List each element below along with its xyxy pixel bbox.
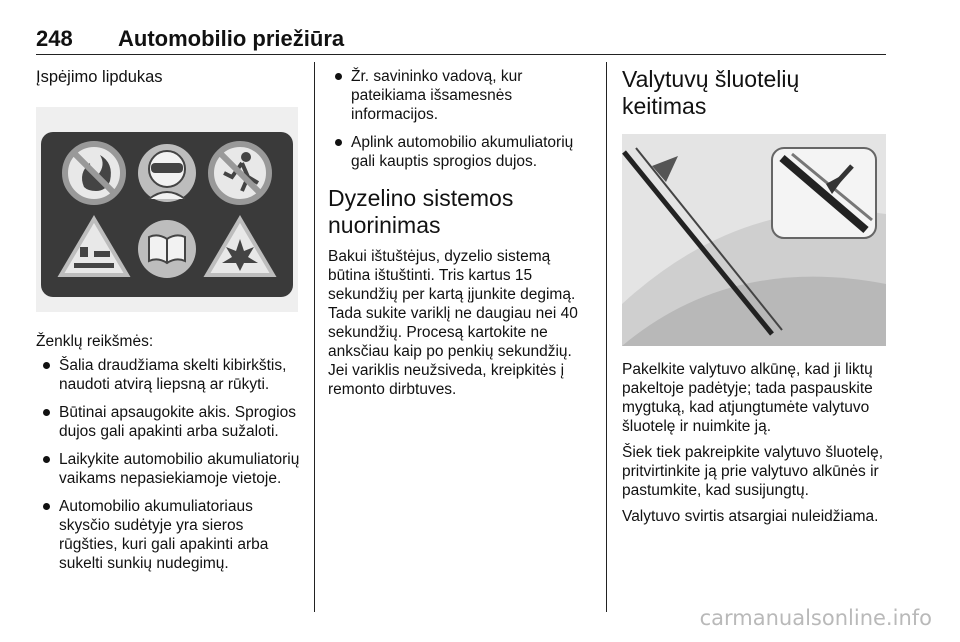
eye-protection-icon [138, 144, 196, 202]
section-heading-wiper-blade: Valytuvų šluotelių keitimas [622, 66, 800, 119]
page-header [36, 26, 886, 56]
wiper-blade-figure [622, 134, 886, 346]
symbols-list-continued [328, 67, 590, 171]
keep-children-away-icon [211, 144, 269, 202]
read-manual-icon [138, 220, 196, 278]
header-rule [36, 54, 886, 55]
no-fire-icon [65, 144, 123, 202]
left-column [36, 62, 300, 582]
diesel-bleeding-paragraph: Bakui ištuštėjus, dyzelio sistemą būtina ištuštinti. Tris kartus 15 sekundžių per kartą įjunkite degimą. Tada sukite variklį ne daugiau nei 40 sekundžių. Procesą kartokite ne anksčiau kaip po penkių sekundžių. Jei variklis neužsiveda, kreipkitės į remonto dirbtuves. [328, 248, 578, 398]
wiper-paragraph-3: Valytuvo svirtis atsargiai nuleidžiama. [622, 508, 879, 525]
list-item: Automobilio akumuliatoriaus skysčio sudėtyje yra sieros rūgšties, kuri gali apakinti arba sukelti sunkių nudegimų. [36, 497, 300, 573]
page-number: 248 [36, 26, 73, 51]
page-title: Automobilio priežiūra [118, 26, 345, 51]
list-item: Žr. savininko vadovą, kur pateikiama išsamesnės informacijos. [328, 67, 590, 124]
middle-column [328, 62, 590, 399]
symbols-list [36, 356, 300, 573]
section-heading-diesel-bleeding: Dyzelino sistemos nuorinimas [328, 185, 514, 238]
symbols-intro: Ženklų reikšmės: [36, 333, 154, 350]
wiper-paragraph-1: Pakelkite valytuvo alkūnę, kad ji liktų pakeltoje padėtyje; tada paspauskite mygtuką, kad atjungtumėte valytuvo šluotelę ir nuimkite ją. [622, 361, 873, 435]
column-divider-left [314, 62, 315, 612]
watermark: carmanualsonline.info [699, 606, 932, 630]
list-item: Šalia draudžiama skelti kibirkštis, naudoti atvirą liepsną ar rūkyti. [36, 356, 300, 394]
list-item: Laikykite automobilio akumuliatorių vaikams nepasiekiamoje vietoje. [36, 450, 300, 488]
list-item: Būtinai apsaugokite akis. Sprogios dujos gali apakinti arba sužaloti. [36, 403, 300, 441]
warning-label-illustration [36, 107, 298, 312]
right-column [622, 62, 888, 526]
column-divider-right [606, 62, 607, 612]
list-item: Aplink automobilio akumuliatorių gali kauptis sprogios dujos. [328, 133, 590, 171]
wiper-blade-illustration [622, 134, 886, 346]
section-heading-warning-label: Įspėjimo lipdukas [36, 68, 163, 86]
warning-label-figure [36, 107, 298, 312]
wiper-paragraph-2: Šiek tiek pakreipkite valytuvo šluotelę, pritvirtinkite ją prie valytuvo alkūnės ir pastumkite, kad susijungtų. [622, 444, 884, 499]
